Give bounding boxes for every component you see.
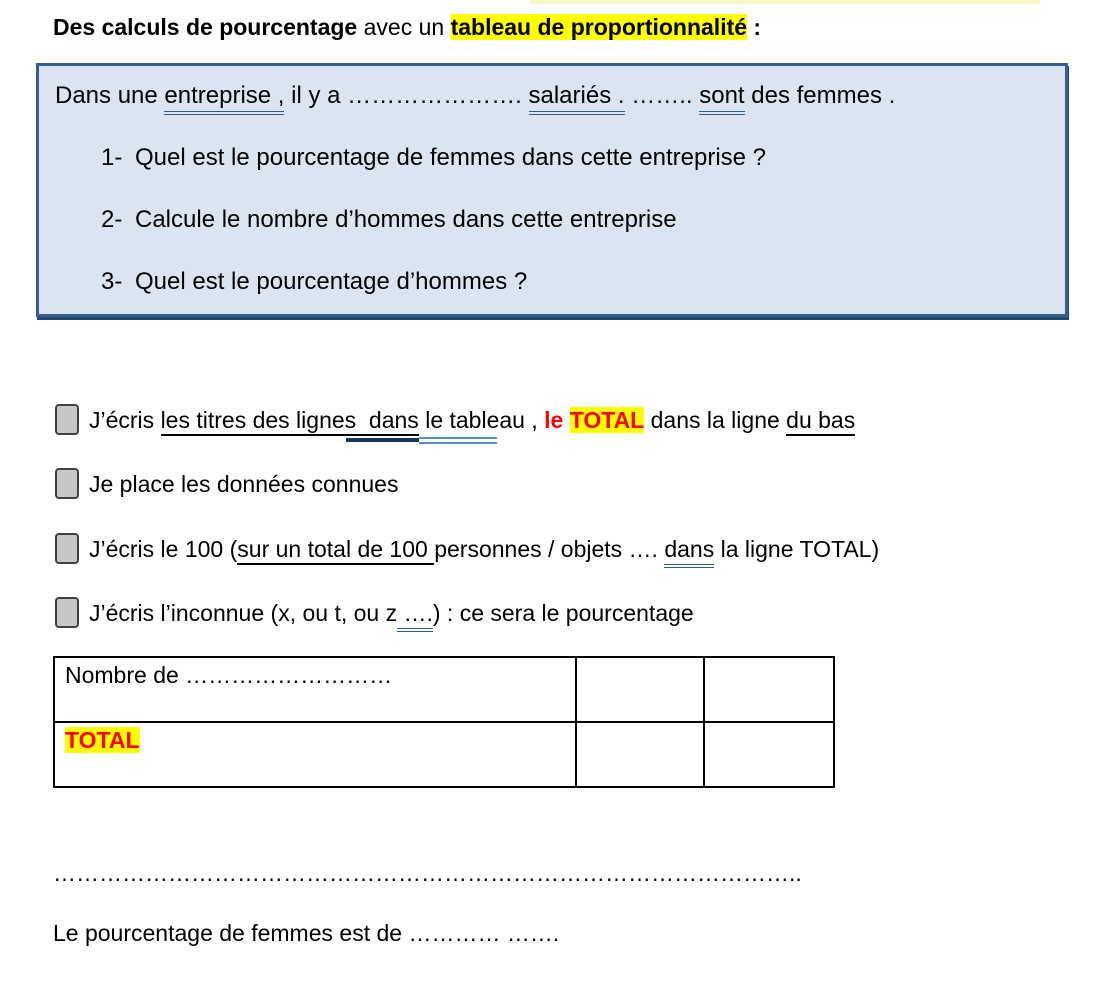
title-highlighted-text: tableau de proportionnalité: [450, 14, 748, 40]
intro-seg2: il y a ………………….: [284, 82, 529, 109]
item3-underlined-phrase: sur un total de 100: [237, 536, 434, 565]
item1-red-le: le: [544, 407, 570, 433]
question-1-text: Quel est le pourcentage de femmes dans cette entreprise ?: [135, 144, 767, 171]
table-row-total: [54, 722, 834, 787]
answer-sentence: Le pourcentage de femmes est de ………… …….: [53, 920, 560, 946]
item1-underlined-phrase: les titres des lignes dans: [161, 407, 419, 436]
item1-mid: le tableau ,: [418, 407, 545, 433]
proportionality-table: [53, 656, 835, 788]
intro-underlined-entreprise: entreprise ,: [164, 82, 284, 115]
item1-mid2: dans la ligne: [644, 407, 787, 433]
checkbox-icon: [55, 597, 79, 628]
underline-accent-navy: [346, 438, 419, 442]
cutoff-highlight-strip: [530, 0, 1040, 4]
item3-pre: J’écris le 100 (: [89, 536, 238, 562]
cell-total-label: [54, 722, 576, 787]
intro-underlined-salaries: salariés .: [529, 82, 625, 115]
problem-statement-box: [36, 63, 1068, 317]
underline-accent-blue-double: [419, 437, 497, 444]
item2-text: Je place les données connues: [89, 471, 399, 497]
checkbox-icon: [55, 404, 79, 435]
intro-seg3: ……..: [624, 82, 700, 109]
intro-underlined-sont: sont: [699, 82, 744, 115]
table-row-quantity: [54, 657, 834, 722]
checklist-item-write-100: [55, 533, 879, 564]
title-colon: :: [747, 14, 762, 40]
item1-pre: J’écris: [89, 407, 161, 433]
item4-pre: J’écris l’inconnue (x, ou t, ou z: [89, 600, 398, 626]
item1-underlined-dubas: du bas: [786, 407, 855, 436]
page-title: [53, 14, 761, 41]
cell-total-2: [704, 722, 834, 787]
question-1-number: 1-: [101, 144, 123, 171]
question-2-number: 2-: [101, 206, 123, 233]
cell-value-2: [704, 657, 834, 722]
checklist-item-unknown: [55, 597, 694, 628]
checkbox-icon: [55, 533, 79, 564]
item1-total-highlight: TOTAL: [569, 407, 645, 433]
intro-seg4: des femmes .: [744, 82, 896, 109]
item3-post: la ligne TOTAL): [714, 536, 880, 562]
cell-value-1: [576, 657, 704, 722]
item4-post: ) : ce sera le pourcentage: [432, 600, 694, 626]
question-2: [101, 206, 1065, 234]
quantity-label: Nombre de ………………………: [65, 662, 393, 688]
cell-total-1: [576, 722, 704, 787]
cell-row-label: [54, 657, 576, 722]
checklist-item-row-titles: [55, 404, 855, 435]
question-3: [101, 268, 1065, 296]
item4-underlined-dots: ….: [397, 600, 433, 632]
total-label-highlight: TOTAL: [65, 727, 140, 753]
title-bold-text: Des calculs de pourcentage: [53, 14, 358, 40]
answer-dots-line: ……………………………………………………………………………………..: [53, 860, 802, 886]
checklist-item-place-data: [55, 468, 398, 499]
problem-intro-line: [55, 82, 1065, 110]
item3-mid: personnes / objets ….: [434, 536, 665, 562]
question-3-number: 3-: [101, 268, 123, 295]
checkbox-icon: [55, 468, 79, 499]
title-regular-text: avec un: [357, 14, 451, 40]
intro-seg1: Dans une: [55, 82, 165, 109]
item3-underlined-dans: dans: [664, 536, 714, 568]
question-3-text: Quel est le pourcentage d’hommes ?: [135, 268, 528, 295]
question-1: [101, 144, 1065, 172]
question-2-text: Calcule le nombre d’hommes dans cette entreprise: [135, 206, 677, 233]
